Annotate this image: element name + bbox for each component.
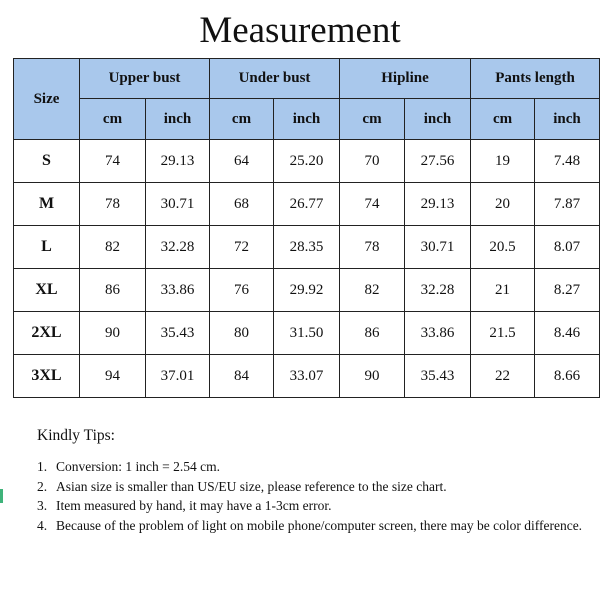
table-cell: 22	[471, 355, 535, 398]
table-cell: 78	[80, 183, 146, 226]
size-header: Size	[14, 59, 80, 140]
table-cell: 8.66	[535, 355, 600, 398]
table-cell: 20.5	[471, 226, 535, 269]
tip-number: 1.	[37, 459, 48, 474]
unit-header: inch	[146, 99, 210, 140]
table-row	[14, 269, 600, 312]
table-cell: 8.46	[535, 312, 600, 355]
table-cell: 19	[471, 140, 535, 183]
unit-header: cm	[471, 99, 535, 140]
size-label: XL	[14, 269, 80, 312]
table-cell: 72	[210, 226, 274, 269]
group-header-hipline: Hipline	[340, 59, 471, 99]
tip-number: 4.	[37, 517, 48, 533]
table-row	[14, 355, 600, 398]
unit-header: cm	[340, 99, 405, 140]
table-cell: 82	[80, 226, 146, 269]
table-cell: 78	[340, 226, 405, 269]
table-cell: 64	[210, 140, 274, 183]
table-cell: 32.28	[405, 269, 471, 312]
tips-title: Kindly Tips:	[37, 427, 115, 444]
table-cell: 80	[210, 312, 274, 355]
tip-item	[37, 497, 582, 515]
table-cell: 35.43	[405, 355, 471, 398]
table-cell: 29.13	[146, 140, 210, 183]
kindly-tips	[37, 427, 582, 536]
size-label: 2XL	[14, 312, 80, 355]
table-row	[14, 312, 600, 355]
table-cell: 37.01	[146, 355, 210, 398]
table-cell: 33.07	[274, 355, 340, 398]
size-chart-table	[13, 58, 600, 398]
table-row	[14, 226, 600, 269]
edge-mark	[0, 489, 3, 503]
table-cell: 20	[471, 183, 535, 226]
table-cell: 76	[210, 269, 274, 312]
table-cell: 35.43	[146, 312, 210, 355]
unit-header: inch	[535, 99, 600, 140]
table-row	[14, 140, 600, 183]
table-cell: 84	[210, 355, 274, 398]
table-cell: 21.5	[471, 312, 535, 355]
tip-item	[37, 458, 582, 476]
table-cell: 30.71	[405, 226, 471, 269]
table-cell: 25.20	[274, 140, 340, 183]
unit-header: inch	[274, 99, 340, 140]
size-label: M	[14, 183, 80, 226]
table-cell: 7.87	[535, 183, 600, 226]
tip-item	[37, 478, 582, 496]
unit-header: cm	[210, 99, 274, 140]
table-cell: 27.56	[405, 140, 471, 183]
group-header-pants-length: Pants length	[471, 59, 600, 99]
table-cell: 74	[80, 140, 146, 183]
table-cell: 33.86	[405, 312, 471, 355]
group-header-under-bust: Under bust	[210, 59, 340, 99]
table-cell: 94	[80, 355, 146, 398]
table-cell: 30.71	[146, 183, 210, 226]
table-cell: 7.48	[535, 140, 600, 183]
table-cell: 8.27	[535, 269, 600, 312]
table-cell: 8.07	[535, 226, 600, 269]
tip-text: Because of the problem of light on mobile phone/computer screen, there may be color difference.	[56, 517, 583, 533]
table-cell: 21	[471, 269, 535, 312]
table-cell: 33.86	[146, 269, 210, 312]
unit-header: cm	[80, 99, 146, 140]
tip-item	[37, 517, 582, 535]
table-cell: 31.50	[274, 312, 340, 355]
tip-number: 2.	[37, 478, 48, 494]
unit-header: inch	[405, 99, 471, 140]
table-cell: 86	[80, 269, 146, 312]
size-label: 3XL	[14, 355, 80, 398]
table-cell: 90	[340, 355, 405, 398]
table-cell: 26.77	[274, 183, 340, 226]
table-cell: 29.13	[405, 183, 471, 226]
table-cell: 70	[340, 140, 405, 183]
table-cell: 86	[340, 312, 405, 355]
tip-number: 3.	[37, 498, 48, 513]
table-cell: 68	[210, 183, 274, 226]
group-header-upper-bust: Upper bust	[80, 59, 210, 99]
table-cell: 28.35	[274, 226, 340, 269]
table-cell: 32.28	[146, 226, 210, 269]
table-cell: 29.92	[274, 269, 340, 312]
table-row	[14, 183, 600, 226]
page-title: Measurement	[199, 10, 401, 51]
tips-list	[37, 458, 582, 535]
table-cell: 74	[340, 183, 405, 226]
tip-text: Asian size is smaller than US/EU size, please reference to the size chart.	[56, 478, 447, 494]
size-label: L	[14, 226, 80, 269]
table-cell: 82	[340, 269, 405, 312]
tip-text: Item measured by hand, it may have a 1-3cm error.	[56, 498, 332, 513]
size-label: S	[14, 140, 80, 183]
table-cell: 90	[80, 312, 146, 355]
tip-text: Conversion: 1 inch = 2.54 cm.	[56, 459, 220, 474]
